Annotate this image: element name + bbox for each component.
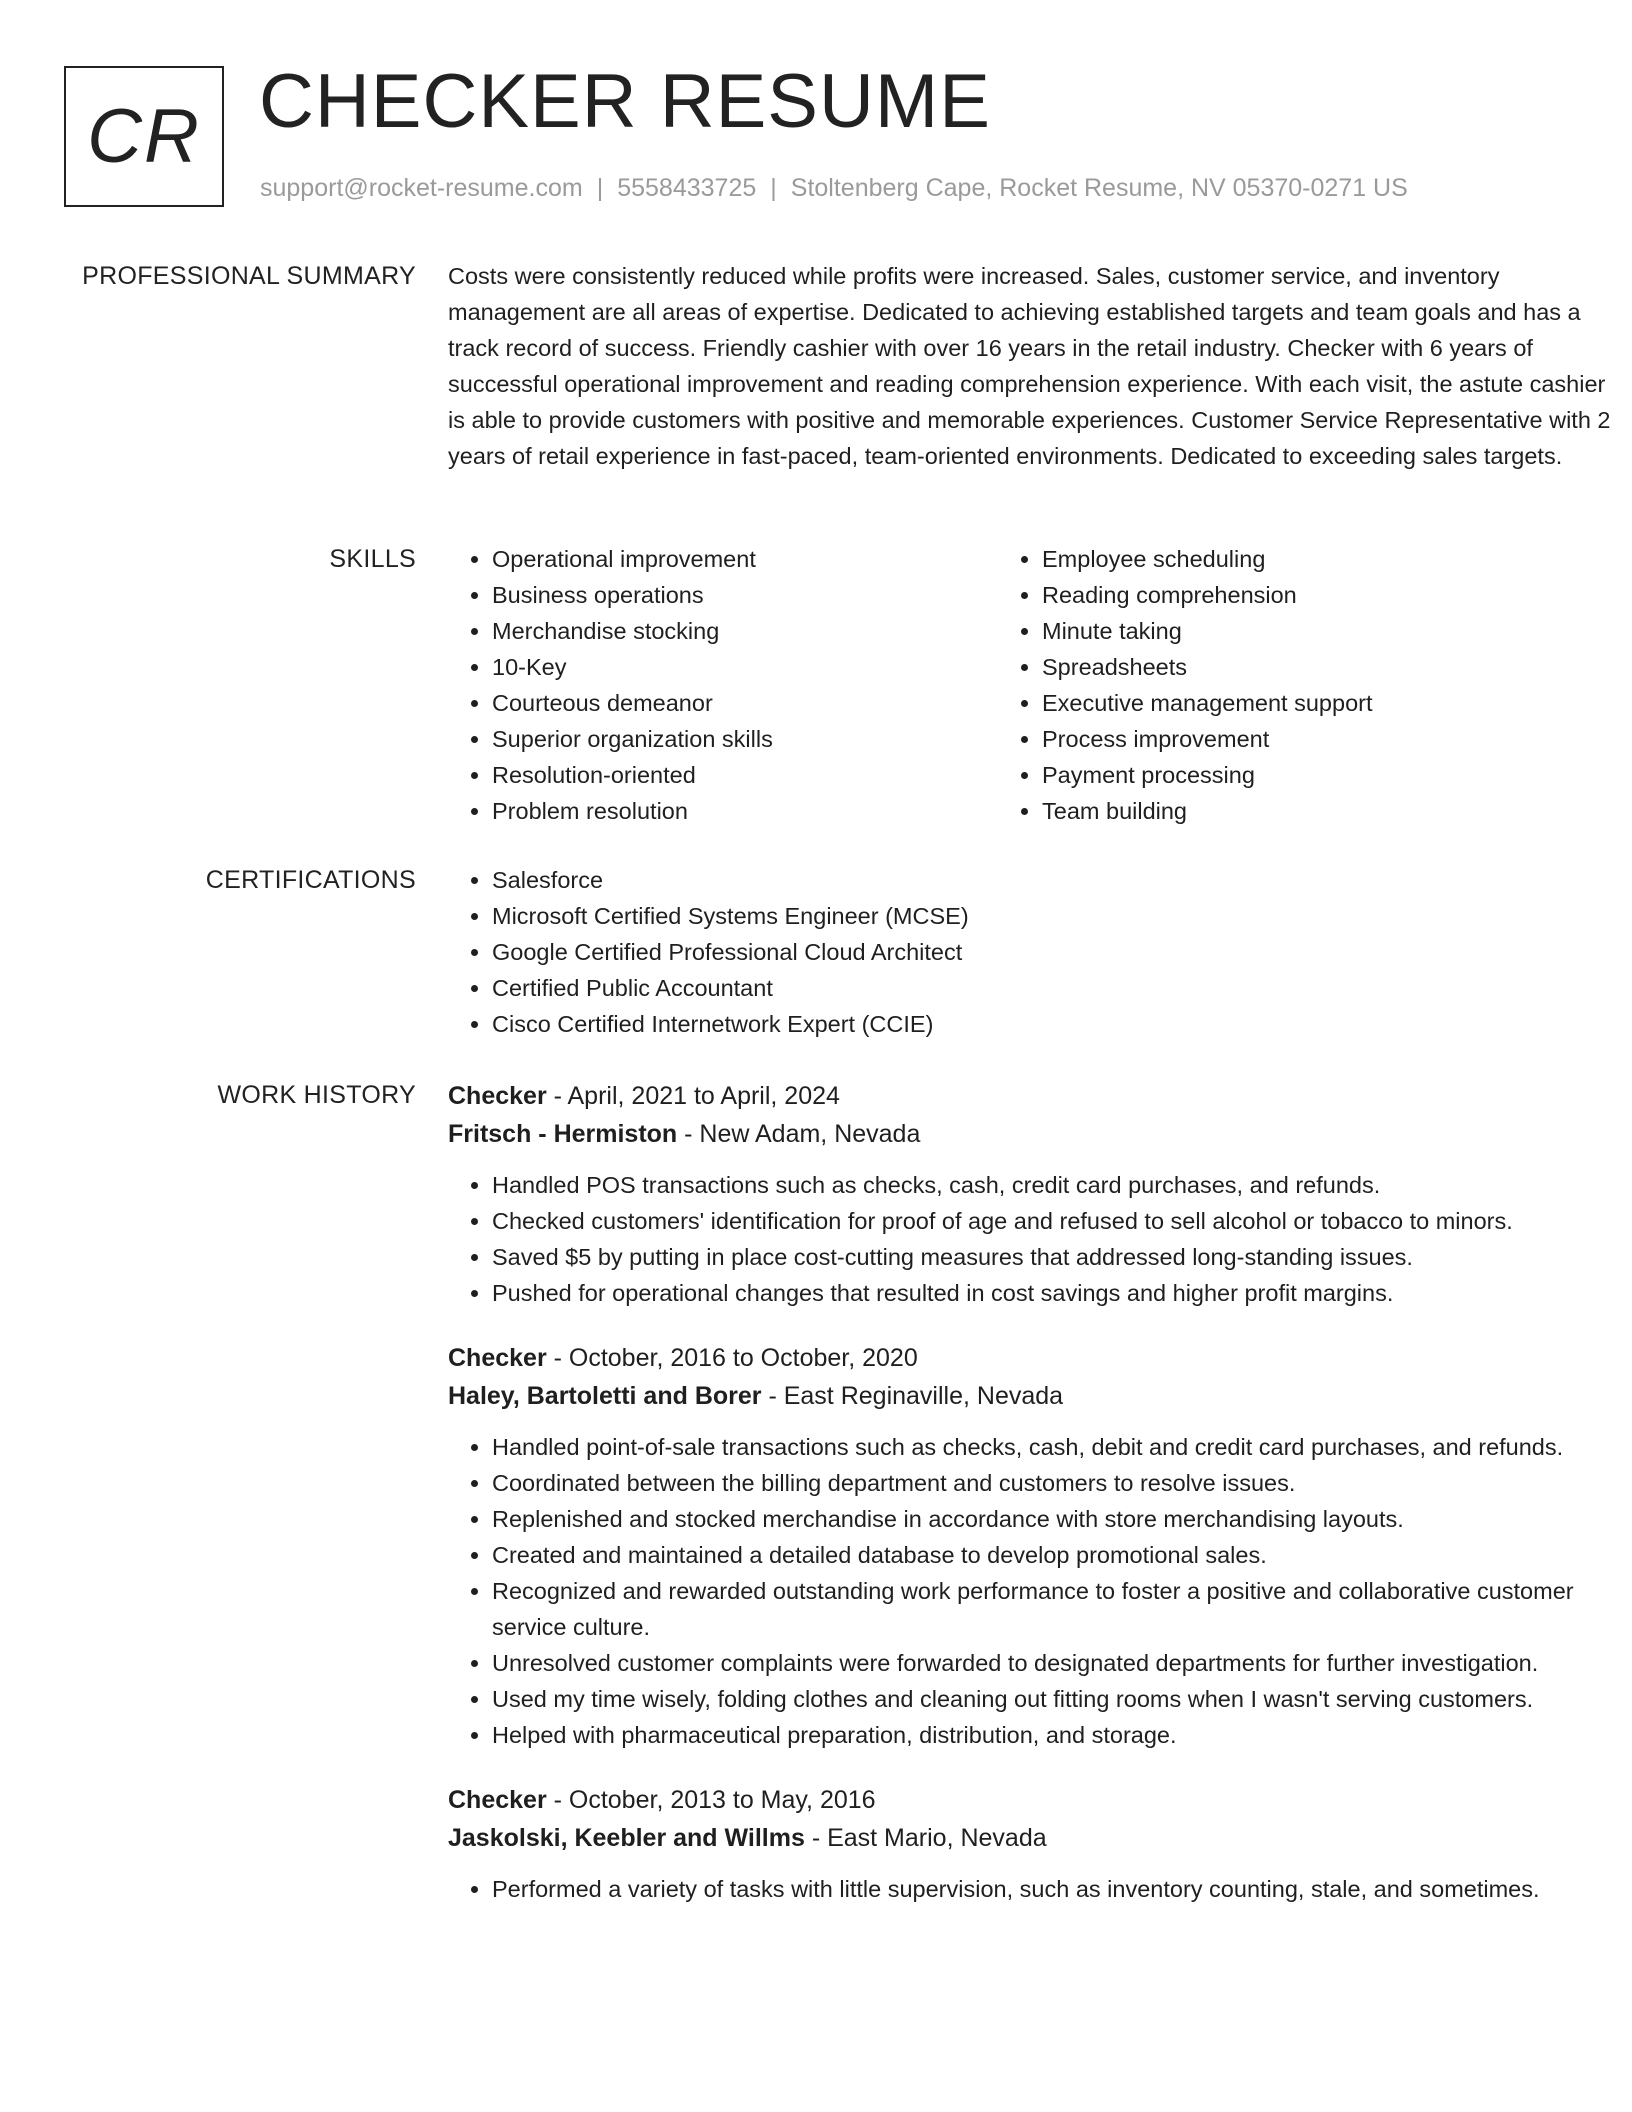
job-bullet: • Created and maintained a detailed database to develop promotional sales. bbox=[492, 1537, 1602, 1573]
skill-item: • Resolution-oriented bbox=[492, 757, 1012, 793]
certifications-body bbox=[448, 862, 1628, 1042]
section-label-summary: PROFESSIONAL SUMMARY bbox=[82, 262, 416, 290]
job-bullet: • Handled point-of-sale transactions such as checks, cash, debit and credit card purchases, and refunds. bbox=[492, 1429, 1602, 1465]
contact-email: support@rocket-resume.com bbox=[260, 174, 583, 202]
candidate-name: CHECKER RESUME bbox=[259, 59, 991, 144]
section-label-certifications: CERTIFICATIONS bbox=[205, 866, 416, 894]
skill-item: • Operational improvement bbox=[492, 541, 1012, 577]
certification-item: • Certified Public Accountant bbox=[492, 970, 1628, 1006]
summary-text: Costs were consistently reduced while profits were increased. Sales, customer service, and inventory management are all areas of expertise. Dedicated to achieving established targets and team goals and has a track record of success. Friendly cashier with over 16 years in the retail industry. Checker with 6 years of successful operational improvement and reading comprehension experience. With each visit, the astute cashier is able to provide customers with positive and memorable experiences. Customer Service Representative with 2 years of retail experience in fast-paced, team-oriented environments. Dedicated to exceeding sales targets. bbox=[448, 263, 1611, 469]
job-entry bbox=[448, 1781, 1628, 1907]
job-title-line bbox=[448, 1339, 1628, 1377]
job-bullet: • Handled POS transactions such as checks, cash, credit card purchases, and refunds. bbox=[492, 1167, 1602, 1203]
skills-columns bbox=[448, 541, 1628, 841]
skills-list-left bbox=[448, 541, 1012, 829]
job-company: Fritsch - Hermiston bbox=[448, 1120, 678, 1148]
work-history-body bbox=[448, 1077, 1628, 1935]
job-location: - East Mario, Nevada bbox=[804, 1824, 1047, 1852]
contact-address: Stoltenberg Cape, Rocket Resume, NV 05370-0271 US bbox=[790, 174, 1408, 202]
certifications-list bbox=[448, 862, 1628, 1042]
job-bullet: • Pushed for operational changes that resulted in cost savings and higher profit margins. bbox=[492, 1275, 1602, 1311]
job-bullets bbox=[448, 1429, 1602, 1753]
job-bullet: • Recognized and rewarded outstanding work performance to foster a positive and collaborative customer service culture. bbox=[492, 1573, 1602, 1645]
job-company-line bbox=[448, 1377, 1628, 1415]
job-company-line bbox=[448, 1115, 1628, 1153]
contact-separator: | bbox=[596, 174, 604, 202]
job-bullet: • Replenished and stocked merchandise in accordance with store merchandising layouts. bbox=[492, 1501, 1602, 1537]
job-bullet: • Performed a variety of tasks with little supervision, such as inventory counting, stale, and sometimes. bbox=[492, 1871, 1602, 1907]
skill-item: • Merchandise stocking bbox=[492, 613, 1012, 649]
certification-item: • Cisco Certified Internetwork Expert (CCIE) bbox=[492, 1006, 1628, 1042]
certification-item: • Google Certified Professional Cloud Architect bbox=[492, 934, 1628, 970]
job-title-line bbox=[448, 1077, 1628, 1115]
skills-body bbox=[448, 541, 1628, 841]
skill-item: • Minute taking bbox=[1042, 613, 1602, 649]
skill-item: • Payment processing bbox=[1042, 757, 1602, 793]
job-bullet: • Coordinated between the billing department and customers to resolve issues. bbox=[492, 1465, 1602, 1501]
skill-item: • Spreadsheets bbox=[1042, 649, 1602, 685]
job-bullet: • Used my time wisely, folding clothes and cleaning out fitting rooms when I wasn't serving customers. bbox=[492, 1681, 1602, 1717]
job-bullet: • Helped with pharmaceutical preparation, distribution, and storage. bbox=[492, 1717, 1602, 1753]
job-dates: - April, 2021 to April, 2024 bbox=[546, 1082, 840, 1110]
skill-item: • Problem resolution bbox=[492, 793, 1012, 829]
job-bullet: • Checked customers' identification for proof of age and refused to sell alcohol or tobacco to minors. bbox=[492, 1203, 1602, 1239]
job-dates: - October, 2016 to October, 2020 bbox=[546, 1344, 918, 1372]
resume-header bbox=[64, 59, 1564, 211]
skill-item: • 10-Key bbox=[492, 649, 1012, 685]
job-dates: - October, 2013 to May, 2016 bbox=[546, 1786, 876, 1814]
monogram-box bbox=[64, 66, 224, 207]
job-title: Checker bbox=[448, 1082, 547, 1110]
contact-phone: 5558433725 bbox=[617, 174, 757, 202]
contact-line bbox=[260, 174, 1408, 203]
job-location: - New Adam, Nevada bbox=[677, 1120, 921, 1148]
job-company-line bbox=[448, 1819, 1628, 1857]
skill-item: • Employee scheduling bbox=[1042, 541, 1602, 577]
job-title-line bbox=[448, 1781, 1628, 1819]
skill-item: • Courteous demeanor bbox=[492, 685, 1012, 721]
skill-item: • Executive management support bbox=[1042, 685, 1602, 721]
skill-item: • Team building bbox=[1042, 793, 1602, 829]
section-label-skills: SKILLS bbox=[329, 545, 416, 573]
job-bullet: • Unresolved customer complaints were forwarded to designated departments for further investigation. bbox=[492, 1645, 1602, 1681]
contact-separator: | bbox=[770, 174, 777, 202]
skill-item: • Process improvement bbox=[1042, 721, 1602, 757]
job-location: - East Reginaville, Nevada bbox=[761, 1382, 1064, 1410]
job-company: Haley, Bartoletti and Borer bbox=[448, 1382, 762, 1410]
skills-list-right bbox=[998, 541, 1602, 829]
job-title: Checker bbox=[448, 1786, 547, 1814]
job-bullets bbox=[448, 1167, 1602, 1311]
section-label-work-history: WORK HISTORY bbox=[217, 1081, 416, 1109]
job-title: Checker bbox=[448, 1344, 547, 1372]
skill-item: • Reading comprehension bbox=[1042, 577, 1602, 613]
certification-item: • Microsoft Certified Systems Engineer (MCSE) bbox=[492, 898, 1628, 934]
skill-item: • Superior organization skills bbox=[492, 721, 1012, 757]
job-company: Jaskolski, Keebler and Willms bbox=[448, 1824, 805, 1852]
job-bullets bbox=[448, 1871, 1602, 1907]
monogram-initials: CR bbox=[87, 93, 201, 179]
job-bullet: • Saved $5 by putting in place cost-cutting measures that addressed long-standing issues. bbox=[492, 1239, 1602, 1275]
job-entry bbox=[448, 1077, 1628, 1311]
job-entry bbox=[448, 1339, 1628, 1753]
certification-item: • Salesforce bbox=[492, 862, 1628, 898]
skill-item: • Business operations bbox=[492, 577, 1012, 613]
